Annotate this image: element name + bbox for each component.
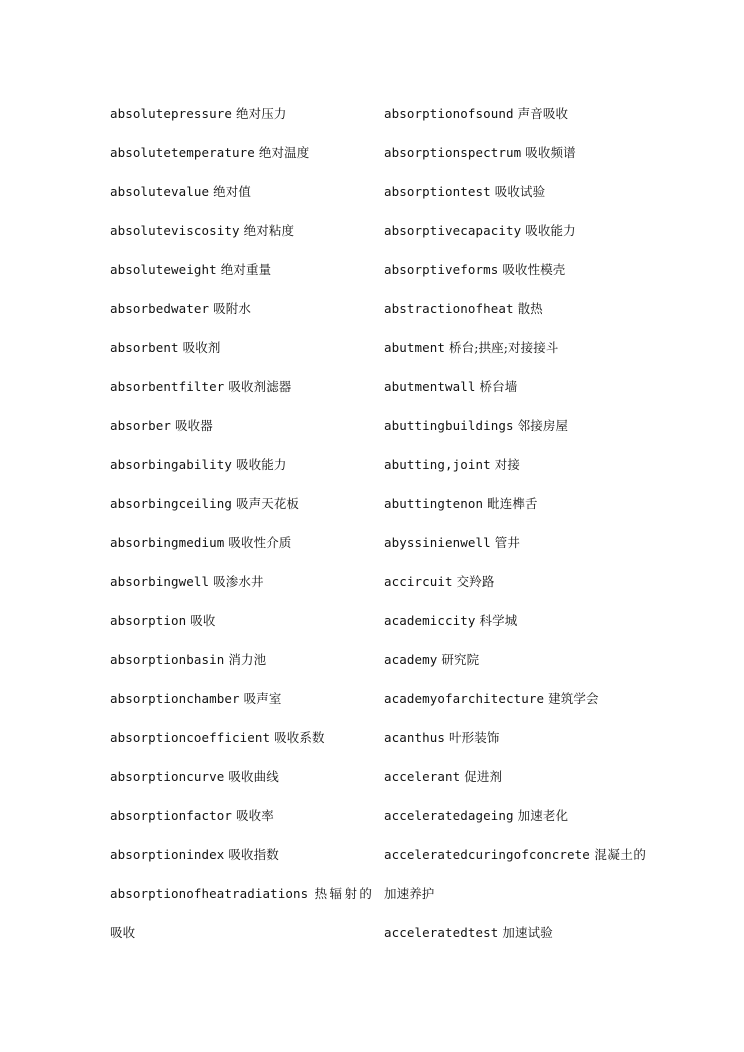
entry-term: absorptionofsound bbox=[384, 106, 514, 121]
glossary-entry bbox=[110, 562, 372, 601]
entry-definition: 桥台;拱座;对接接斗 bbox=[449, 340, 559, 355]
entry-term: absorptionofheatradiations bbox=[110, 886, 309, 901]
glossary-entry bbox=[384, 289, 646, 328]
entry-term: abyssinienwell bbox=[384, 535, 491, 550]
entry-definition: 吸收能力 bbox=[236, 457, 287, 472]
glossary-entry bbox=[384, 523, 646, 562]
glossary-entry bbox=[110, 835, 372, 874]
left-glossary-column bbox=[110, 94, 372, 952]
entry-term: absorbent bbox=[110, 340, 179, 355]
entry-definition: 绝对重量 bbox=[220, 262, 272, 277]
glossary-entry bbox=[110, 718, 372, 757]
entry-definition: 吸收频谱 bbox=[525, 145, 576, 160]
entry-definition: 消力池 bbox=[228, 652, 267, 667]
glossary-entry bbox=[384, 718, 646, 757]
entry-definition: 吸附水 bbox=[213, 301, 251, 316]
entry-definition: 绝对粘度 bbox=[243, 223, 295, 238]
right-glossary-column bbox=[384, 94, 646, 952]
entry-term: absorbingwell bbox=[110, 574, 210, 589]
entry-term: abuttingbuildings bbox=[384, 418, 514, 433]
entry-definition: 绝对压力 bbox=[236, 106, 287, 121]
glossary-entry bbox=[110, 445, 372, 484]
entry-definition: 吸收剂 bbox=[182, 340, 221, 355]
entry-term: accelerant bbox=[384, 769, 461, 784]
entry-definition: 吸收性模壳 bbox=[502, 262, 566, 277]
entry-term: acceleratedcuringofconcrete bbox=[384, 847, 590, 862]
entry-term: absorbingmedium bbox=[110, 535, 225, 550]
entry-definition: 毗连榫舌 bbox=[487, 496, 538, 511]
entry-term: absorptionchamber bbox=[110, 691, 240, 706]
glossary-entry bbox=[384, 367, 646, 406]
entry-term: abutment bbox=[384, 340, 446, 355]
entry-definition: 声音吸收 bbox=[517, 106, 569, 121]
glossary-entry bbox=[110, 406, 372, 445]
entry-definition: 叶形装饰 bbox=[449, 730, 500, 745]
glossary-entry bbox=[384, 211, 646, 250]
entry-term: academy bbox=[384, 652, 438, 667]
glossary-entry bbox=[384, 679, 646, 718]
glossary-entry bbox=[110, 367, 372, 406]
entry-term: abuttingtenon bbox=[384, 496, 484, 511]
entry-term: absorbentfilter bbox=[110, 379, 225, 394]
glossary-entry bbox=[110, 484, 372, 523]
entry-definition: 吸收率 bbox=[236, 808, 274, 823]
entry-term: acceleratedtest bbox=[384, 925, 499, 940]
entry-definition: 吸渗水井 bbox=[213, 574, 264, 589]
glossary-entry bbox=[110, 757, 372, 796]
glossary-entry bbox=[110, 289, 372, 328]
entry-term: absolutevalue bbox=[110, 184, 210, 199]
entry-term: absorption bbox=[110, 613, 187, 628]
entry-definition: 桥台墙 bbox=[479, 379, 518, 394]
entry-term: academyofarchitecture bbox=[384, 691, 545, 706]
entry-term: absorptionindex bbox=[110, 847, 225, 862]
entry-definition: 热辐射的吸收 bbox=[110, 886, 372, 940]
glossary-entry bbox=[110, 601, 372, 640]
glossary-entry bbox=[384, 328, 646, 367]
entry-term: abutmentwall bbox=[384, 379, 476, 394]
entry-term: absorbedwater bbox=[110, 301, 210, 316]
entry-definition: 散热 bbox=[517, 301, 543, 316]
entry-term: absolutetemperature bbox=[110, 145, 255, 160]
entry-term: absolutepressure bbox=[110, 106, 233, 121]
glossary-entry bbox=[110, 640, 372, 679]
glossary-entry bbox=[384, 640, 646, 679]
glossary-entry bbox=[110, 523, 372, 562]
entry-term: absorptioncoefficient bbox=[110, 730, 271, 745]
glossary-entry bbox=[110, 874, 372, 952]
glossary-entry bbox=[110, 796, 372, 835]
entry-definition: 交羚路 bbox=[456, 574, 495, 589]
entry-term: absorbingability bbox=[110, 457, 233, 472]
entry-term: academiccity bbox=[384, 613, 476, 628]
glossary-entry bbox=[384, 913, 646, 952]
glossary-entry bbox=[384, 250, 646, 289]
glossary-entry bbox=[384, 445, 646, 484]
glossary-entry bbox=[110, 211, 372, 250]
glossary-entry bbox=[384, 757, 646, 796]
entry-term: absorptioncurve bbox=[110, 769, 225, 784]
entry-definition: 管井 bbox=[494, 535, 520, 550]
entry-term: accircuit bbox=[384, 574, 453, 589]
entry-definition: 促进剂 bbox=[464, 769, 503, 784]
entry-term: absoluteviscosity bbox=[110, 223, 240, 238]
glossary-entry bbox=[384, 94, 646, 133]
entry-term: absorber bbox=[110, 418, 172, 433]
glossary-entry bbox=[384, 796, 646, 835]
glossary-entry bbox=[110, 328, 372, 367]
entry-term: absorptionfactor bbox=[110, 808, 233, 823]
entry-term: acanthus bbox=[384, 730, 446, 745]
entry-term: absorptiveforms bbox=[384, 262, 499, 277]
glossary-entry bbox=[384, 172, 646, 211]
entry-definition: 建筑学会 bbox=[548, 691, 599, 706]
entry-term: absorbingceiling bbox=[110, 496, 233, 511]
entry-term: absorptivecapacity bbox=[384, 223, 522, 238]
entry-definition: 吸收能力 bbox=[525, 223, 576, 238]
entry-definition: 加速试验 bbox=[502, 925, 553, 940]
entry-term: absorptionbasin bbox=[110, 652, 225, 667]
entry-term: absorptionspectrum bbox=[384, 145, 522, 160]
glossary-entry bbox=[384, 484, 646, 523]
entry-definition: 研究院 bbox=[441, 652, 480, 667]
entry-definition: 吸收曲线 bbox=[228, 769, 279, 784]
entry-definition: 科学城 bbox=[479, 613, 518, 628]
entry-term: abutting,joint bbox=[384, 457, 491, 472]
entry-definition: 吸声室 bbox=[243, 691, 282, 706]
entry-term: abstractionofheat bbox=[384, 301, 514, 316]
entry-definition: 吸收系数 bbox=[274, 730, 325, 745]
entry-definition: 绝对值 bbox=[213, 184, 251, 199]
glossary-entry bbox=[110, 679, 372, 718]
entry-definition: 邻接房屋 bbox=[517, 418, 569, 433]
glossary-entry bbox=[384, 562, 646, 601]
glossary-entry bbox=[384, 601, 646, 640]
glossary-entry bbox=[110, 133, 372, 172]
entry-definition: 吸声天花板 bbox=[236, 496, 300, 511]
entry-term: absoluteweight bbox=[110, 262, 217, 277]
entry-definition: 吸收器 bbox=[175, 418, 213, 433]
glossary-entry bbox=[384, 406, 646, 445]
glossary-entry bbox=[110, 250, 372, 289]
entry-definition: 吸收试验 bbox=[494, 184, 546, 199]
glossary-entry bbox=[384, 835, 646, 913]
entry-definition: 吸收 bbox=[190, 613, 216, 628]
entry-term: acceleratedageing bbox=[384, 808, 514, 823]
entry-definition: 加速老化 bbox=[517, 808, 569, 823]
entry-definition: 对接 bbox=[494, 457, 520, 472]
entry-term: absorptiontest bbox=[384, 184, 491, 199]
entry-definition: 吸收性介质 bbox=[228, 535, 292, 550]
entry-definition: 绝对温度 bbox=[258, 145, 310, 160]
entry-definition: 吸收剂滤器 bbox=[228, 379, 292, 394]
glossary-entry bbox=[384, 133, 646, 172]
entry-definition: 吸收指数 bbox=[228, 847, 279, 862]
entry-definition: 混凝土的加速养护 bbox=[384, 847, 646, 901]
glossary-entry bbox=[110, 94, 372, 133]
glossary-entry bbox=[110, 172, 372, 211]
